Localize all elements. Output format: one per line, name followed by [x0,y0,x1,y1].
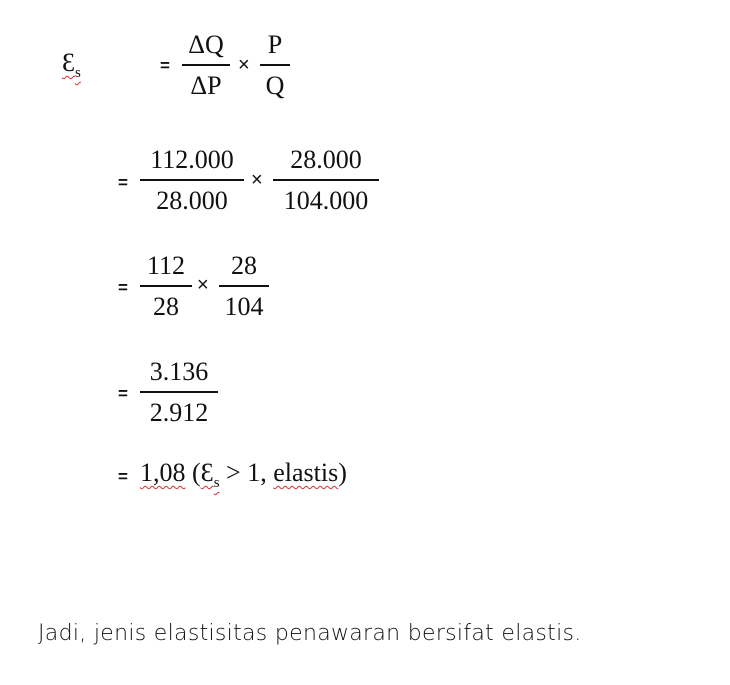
equals-sign-4: = [118,384,128,403]
epsilon-symbol: Ɛ [62,48,76,77]
denominator-2912: 2.912 [149,398,209,427]
numerator-p: P [267,30,283,59]
fraction-p-over-q [260,30,290,101]
equals-sign-5: = [118,467,128,486]
denominator-28000: 28.000 [156,186,228,215]
numerator-28000: 28.000 [290,145,362,174]
elastis-word: elastis [273,458,339,487]
equals-sign-3: = [118,278,128,297]
numerator-28: 28 [231,251,257,280]
denominator-q: Q [265,71,285,100]
equals-sign-1: = [160,56,170,75]
denominator-delta-p: ΔP [190,71,222,100]
times-sign-3: × [197,274,209,296]
fraction-3136-over-2912 [140,357,218,428]
numerator-3136: 3.136 [149,357,209,386]
fraction-28000-over-104000 [273,145,379,216]
numerator-112000: 112.000 [150,145,234,174]
result-epsilon-symbol: Ɛ [200,458,214,487]
fraction-112000-over-28000 [140,145,244,216]
fraction-28-over-104 [219,251,269,322]
epsilon-subscript: s [75,65,81,81]
denominator-104: 104 [224,292,264,321]
equals-sign-2: = [118,173,128,192]
open-paren: ( [192,458,201,487]
times-sign-1: × [238,54,250,76]
numerator-112: 112 [146,251,186,280]
fraction-112-over-28 [140,251,192,322]
denominator-104000: 104.000 [283,186,369,215]
result-line [140,458,347,491]
comparison-text: > 1, [226,458,267,487]
result-epsilon-subscript: s [213,475,220,491]
numerator-delta-q: ΔQ [188,30,224,59]
denominator-28: 28 [153,292,179,321]
conclusion-paragraph: Jadi, jenis elastisitas penawaran bersifat elastis. [38,621,582,646]
close-paren: ) [338,458,347,487]
times-sign-2: × [251,169,263,191]
result-value: 1,08 [140,458,186,487]
fraction-delta-q-over-delta-p [182,30,230,101]
epsilon-s-label [62,48,81,81]
